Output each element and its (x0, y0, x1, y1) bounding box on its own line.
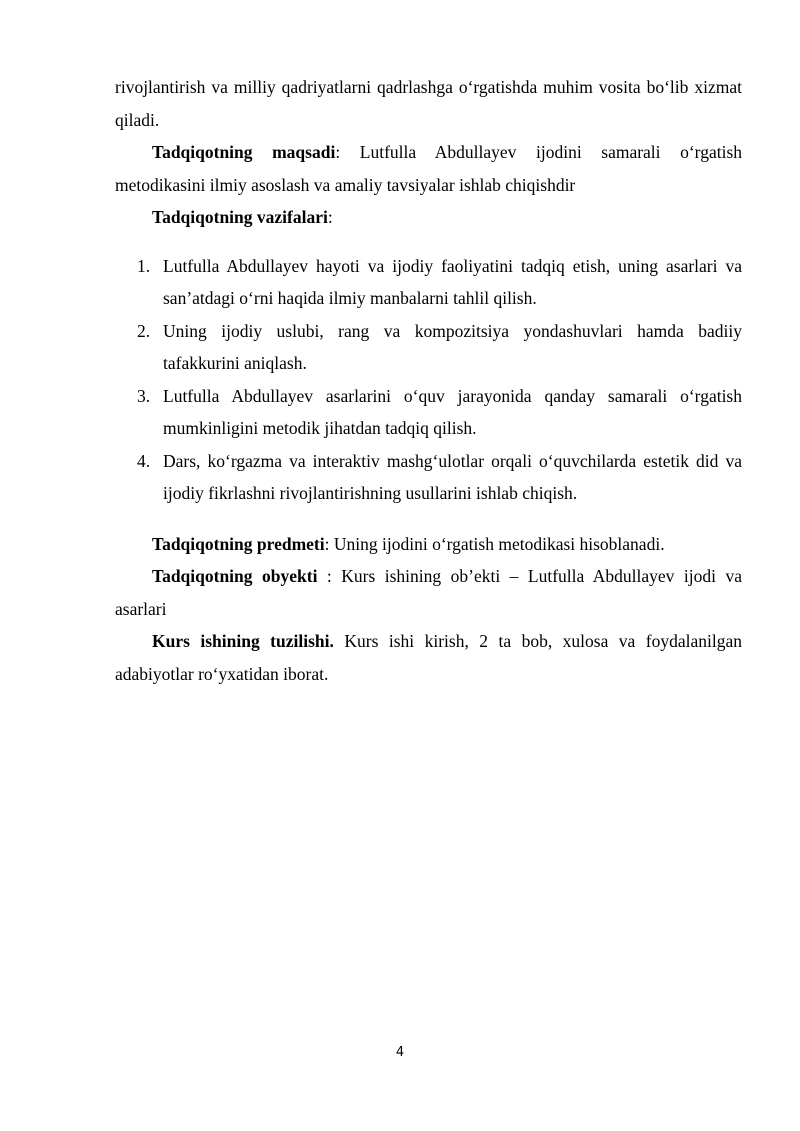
object-label: Tadqiqotning obyekti (152, 566, 318, 586)
structure-separator (334, 631, 344, 651)
tasks-heading (115, 201, 742, 234)
tasks-separator: : (327, 207, 333, 227)
tasks-list (115, 250, 742, 510)
goal-text: Lutfulla Abdullayev ijodini samarali o‘rgatish metodikasini ilmiy asoslash va amaliy tavsiyalar ishlab chiqishdir (115, 142, 743, 195)
tasks-label: Tadqiqotning vazifalari (152, 207, 328, 227)
intro-continuation-paragraph: rivojlantirish va milliy qadriyatlarni qadrlashga o‘rgatishda muhim vosita bo‘lib xizmat qiladi. (115, 77, 742, 130)
goal-separator: : (335, 142, 360, 162)
list-item (115, 250, 742, 315)
object-separator: : (317, 566, 342, 586)
list-item (115, 380, 742, 445)
subject-text: Uning ijodini o‘rgatish metodikasi hisoblanadi. (333, 533, 665, 554)
structure-text: Kurs ishi kirish, 2 ta bob, xulosa va foydalanilgan adabiyotlar ro‘yxatidan iborat. (115, 631, 743, 684)
structure-label: Kurs ishining tuzilishi. (152, 631, 334, 651)
document-page (115, 71, 742, 690)
list-item-text: Dars, ko‘rgazma va interaktiv mashg‘ulotlar orqali o‘quvchilarda estetik did va ijodiy fikrlashni rivojlantirishning usullarini ishlab chiqish. (163, 450, 742, 503)
subject-separator: : (324, 533, 334, 554)
list-item-number: 4. (137, 450, 151, 471)
object-paragraph (115, 560, 742, 625)
list-item (115, 315, 742, 380)
list-item-text: Uning ijodiy uslubi, rang va kompozitsiya yondashuvlari hamda badiiy tafakkurini aniqlash. (163, 320, 742, 373)
list-item-number: 3. (137, 385, 151, 406)
list-item-number: 1. (137, 255, 151, 276)
subject-label: Tadqiqotning predmeti (152, 533, 325, 554)
goal-paragraph (115, 136, 742, 201)
object-text: Kurs ishining ob’ekti – Lutfulla Abdullayev ijodi va asarlari (115, 566, 742, 619)
list-item (115, 445, 742, 510)
goal-label: Tadqiqotning maqsadi (152, 142, 336, 162)
list-item-number: 2. (137, 320, 151, 341)
subject-paragraph (115, 528, 742, 561)
structure-paragraph (115, 625, 742, 690)
page-number: 4 (395, 1045, 405, 1060)
list-item-text: Lutfulla Abdullayev asarlarini o‘quv jarayonida qanday samarali o‘rgatish mumkinligini metodik jihatdan tadqiq qilish. (163, 385, 742, 438)
list-item-text: Lutfulla Abdullayev hayoti va ijodiy faoliyatini tadqiq etish, uning asarlari va san’atdagi o‘rni haqida ilmiy manbalarni tahlil qilish. (163, 255, 742, 308)
